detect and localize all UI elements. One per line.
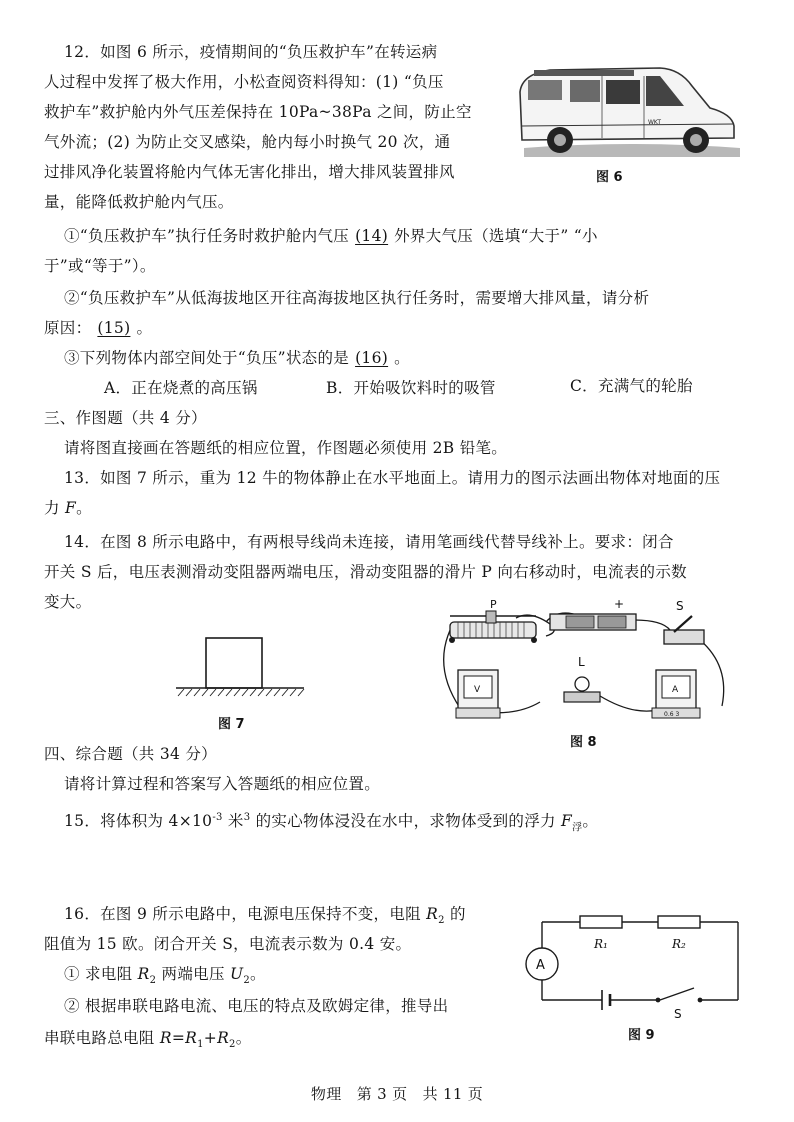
section-3-instruction: 请将图直接画在答题纸的相应位置，作图题必须使用 2B 铅笔。 [64, 439, 508, 457]
label-l: L [578, 655, 585, 669]
q12-line3: 救护车”救护舱内外气压差保持在 10Pa~38Pa 之间，防止空 [44, 103, 472, 121]
q16-line4: ② 根据串联电路电流、电压的特点及欧姆定律，推导出 [64, 997, 449, 1015]
q15-unit: 米 [222, 812, 244, 831]
label-v: V [474, 685, 481, 695]
ambulance-image [510, 62, 750, 157]
q16-l3-sub: 2 [149, 975, 157, 987]
q15-line [64, 808, 598, 838]
option-a: A．正在烧煮的高压锅 [104, 379, 258, 397]
q16-l5-r2: R [217, 1029, 230, 1047]
q14-line3: 变大。 [44, 593, 92, 611]
figure-9-circuit [520, 908, 750, 1020]
section-4-instruction: 请将计算过程和答案写入答题纸的相应位置。 [64, 775, 381, 793]
q12-sub3 [64, 348, 410, 368]
section-3-title: 三、作图题（共 4 分） [44, 409, 207, 427]
q16-line3 [64, 964, 266, 991]
q13-line1: 13．如图 7 所示，重为 12 牛的物体静止在水平地面上。请用力的图示法画出物体对地面的压 [64, 469, 721, 487]
figure-9-caption: 图 9 [628, 1028, 655, 1043]
label-plus: + [614, 597, 625, 611]
q16-l5-end: 。 [235, 1029, 252, 1047]
section-4-title: 四、综合题（共 34 分） [44, 745, 217, 763]
q16-l5-eq: = [171, 1029, 186, 1047]
q16-l3-mid: 两端电压 [156, 965, 230, 983]
option-b: B．开始吸饮料时的吸管 [326, 379, 496, 397]
q14-line2: 开关 S 后，电压表测滑动变阻器两端电压，滑动变阻器的滑片 P 向右移动时，电流表的示数 [44, 563, 687, 581]
q12-sub2-line2 [44, 318, 152, 338]
q12-sub2-line1: ②“负压救护车”从低海拔地区开往高海拔地区执行任务时，需要增大排风量，请分析 [64, 289, 650, 307]
figure-8-caption: 图 8 [570, 735, 597, 750]
q12-line6: 量，能降低救护舱内气压。 [44, 193, 234, 211]
q16-l3-text: ① 求电阻 [64, 965, 138, 983]
label-switch-s: S [674, 1007, 682, 1020]
figure-7-caption: 图 7 [218, 717, 245, 732]
q16-l5-s1: 1 [197, 1039, 204, 1051]
q14-line1: 14．在图 8 所示电路中，有两根导线尚未连接，请用笔画线代替导线补上。要求：闭合 [64, 533, 674, 551]
q13-end: 。 [76, 499, 92, 517]
page-footer: 物理 第 3 页 共 11 页 [310, 1085, 484, 1103]
q13-var-f: F [65, 499, 77, 517]
switch [664, 616, 704, 644]
q12-line1: 12．如图 6 所示，疫情期间的“负压救护车”在转运病 [64, 43, 438, 61]
q16-end: 的 [444, 905, 466, 923]
q15-unit-exponent: 3 [243, 812, 251, 823]
q15-text: 15．将体积为 4×10 [64, 812, 213, 831]
label-a: A [672, 685, 679, 695]
q12-sub2-end: 。 [136, 319, 153, 337]
label-ammeter-a: A [536, 958, 545, 973]
q12-line4: 气外流；(2) 为防止交叉感染，舱内每小时换气 20 次，通 [44, 133, 451, 151]
label-s: S [676, 599, 684, 613]
blank-15: (15) [97, 319, 131, 337]
q16-l5-plus: + [203, 1029, 218, 1047]
q16-l5-r1: R [185, 1029, 198, 1047]
figure-8-circuit [430, 596, 756, 724]
figure-7-block-diagram [172, 636, 308, 702]
q15-end: 。 [582, 812, 599, 831]
battery [550, 614, 636, 630]
label-r2: R₂ [672, 937, 686, 951]
q15-subscript: 浮 [572, 822, 583, 834]
resistor-r2 [658, 916, 700, 928]
label-r1: R₁ [594, 937, 608, 951]
q12-line5: 过排风净化装置将舱内气体无害化排出，增大排风装置排风 [44, 163, 455, 181]
option-c: C．充满气的轮胎 [570, 377, 693, 395]
ambulance-text: WKT [648, 119, 662, 126]
q12-sub2-text: 原因： [44, 319, 92, 337]
q15-var-f: F [561, 812, 573, 831]
q16-line5 [44, 1028, 252, 1055]
q15-text-b: 的实心物体浸没在水中，求物体受到的浮力 [250, 812, 562, 831]
q16-var-r: R [426, 905, 439, 923]
q12-sub3-end: 。 [394, 349, 410, 367]
q16-line1 [64, 904, 466, 931]
q12-sub1-line1 [64, 226, 598, 246]
q16-line2: 阻值为 15 欧。闭合开关 S，电流表示数为 0.4 安。 [44, 935, 412, 953]
q16-sub: 2 [438, 915, 445, 927]
q12-line2: 人过程中发挥了极大作用，小松查阅资料得知：(1) “负压 [44, 73, 444, 91]
q13-text: 力 [44, 499, 66, 517]
q12-sub1-text-b: 外界大气压（选填“大于” “小 [394, 227, 598, 245]
q16-l5-text: 串联电路总电阻 [44, 1029, 160, 1047]
switch-blade [660, 988, 694, 1000]
q15-exponent: -3 [212, 812, 223, 823]
q13-line2 [44, 498, 92, 518]
q16-l3-end: 。 [250, 965, 266, 983]
q12-sub3-text: ③下列物体内部空间处于“负压”状态的是 [64, 349, 350, 367]
q12-sub1-line2: 于”或“等于”）。 [44, 257, 156, 275]
lamp [564, 677, 600, 702]
resistor-r1 [580, 916, 622, 928]
q16-l3-sub2: 2 [243, 975, 251, 987]
q16-text: 16．在图 9 所示电路中，电源电压保持不变，电阻 [64, 905, 427, 923]
blank-16: (16) [355, 349, 389, 367]
q12-sub1-text: ①“负压救护车”执行任务时救护舱内气压 [64, 227, 350, 245]
q16-l3-var-u: U [229, 965, 244, 983]
q16-l3-var-r: R [137, 965, 150, 983]
q16-l5-r: R [159, 1029, 172, 1047]
rheostat [449, 611, 537, 643]
figure-6-caption: 图 6 [596, 170, 623, 185]
label-p: P [490, 598, 497, 611]
blank-14: (14) [355, 227, 389, 245]
ammeter-terminals: 0.6 3 [664, 711, 680, 718]
q16-l5-s2: 2 [229, 1039, 236, 1051]
